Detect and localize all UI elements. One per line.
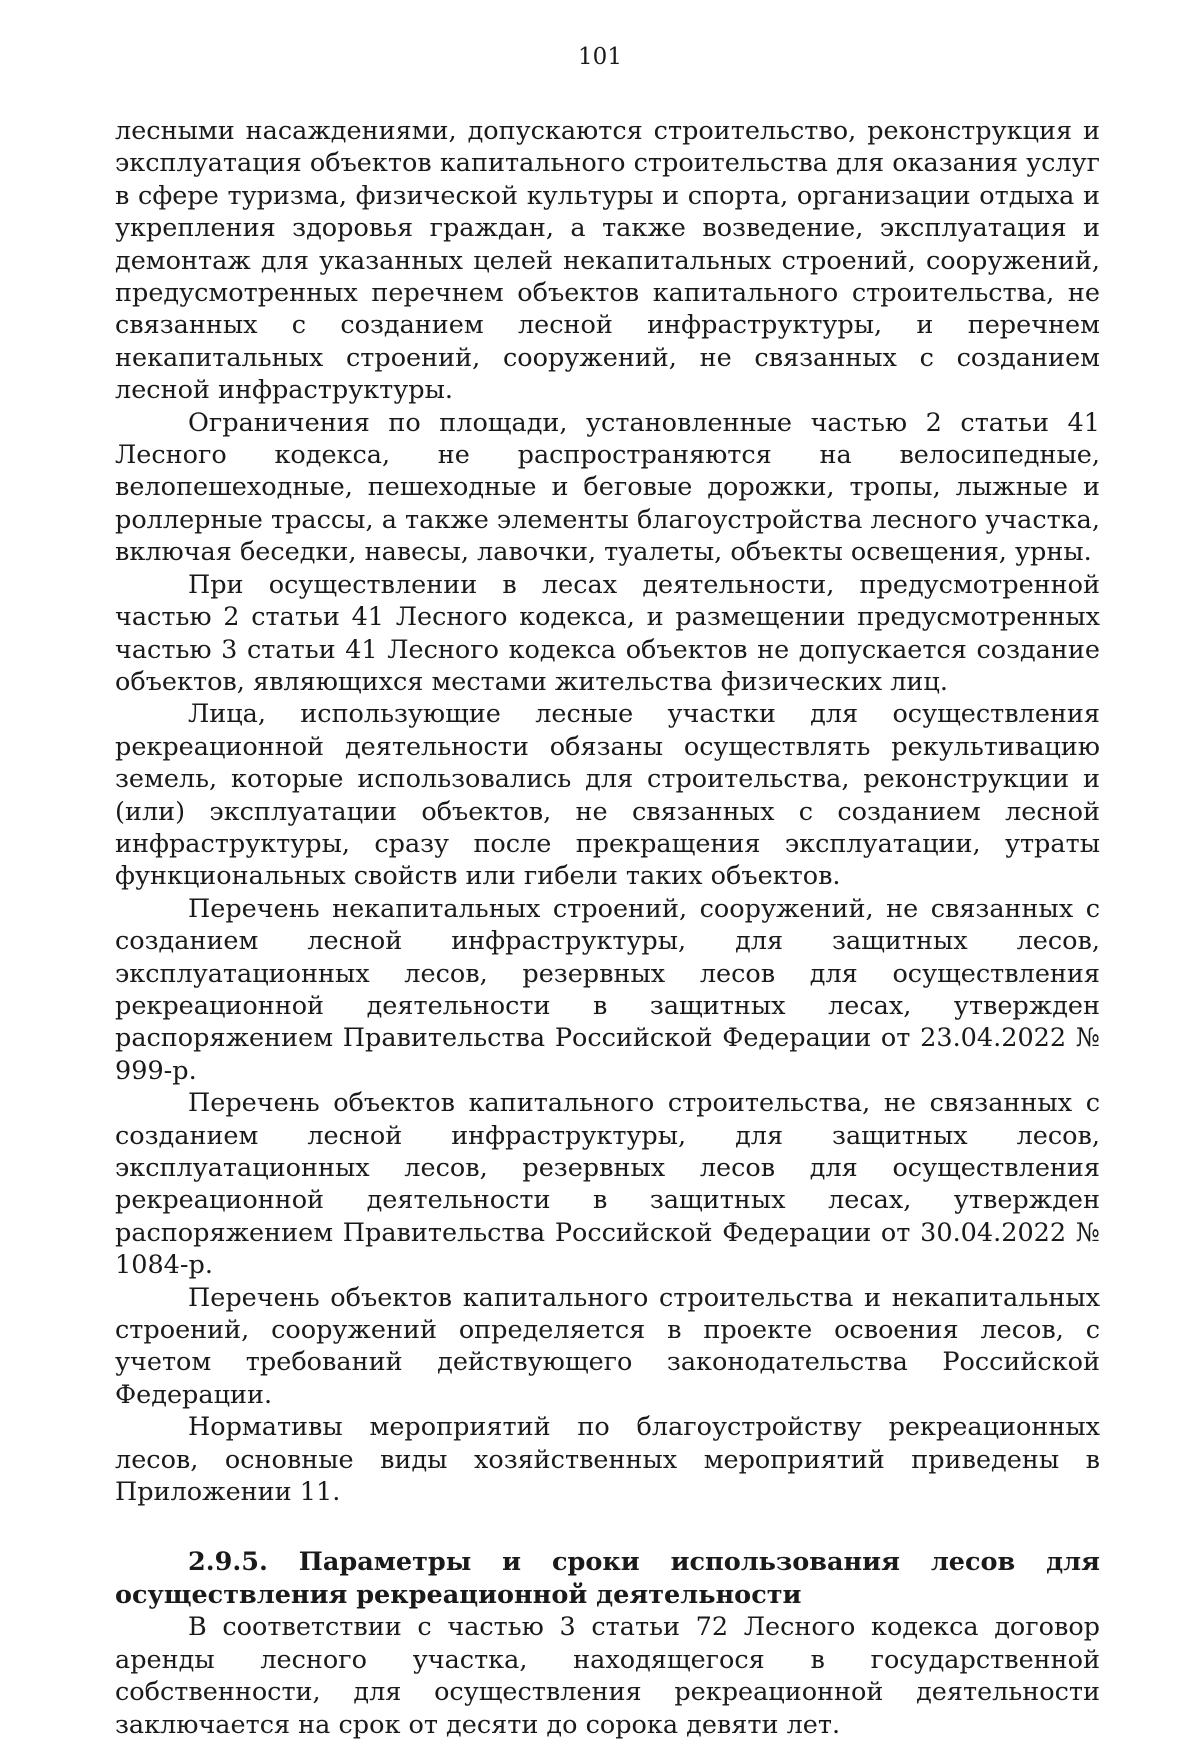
paragraph-lease-term: В соответствии с частью 3 статьи 72 Лесного кодекса договор аренды лесного участка, находящегося в государственной собственности, для осуществления рекреационной деятельности заключается на срок от десяти до сорока девяти лет. <box>115 1612 1100 1740</box>
paragraph-land-reclamation: Лица, использующие лесные участки для осуществления рекреационной деятельности обязаны осуществлять рекультивацию земель, которые использовались для строительства, реконструкции и (или) эксплуатации объектов, не связанных с созданием лесной инфраструктуры, сразу после прекращения эксплуатации, утраты функциональных свойств или гибели таких объектов. <box>115 699 1100 892</box>
page-number: 101 <box>578 44 622 70</box>
paragraph-area-restrictions: Ограничения по площади, установленные частью 2 статьи 41 Лесного кодекса, не распространяются на велосипедные, велопешеходные, пешеходные и беговые дорожки, тропы, лыжные и роллерные трассы, а также элементы благоустройства лесного участка, включая беседки, навесы, лавочки, туалеты, объекты освещения, урны. <box>115 407 1100 568</box>
paragraph-continuation: лесными насаждениями, допускаются строительство, реконструкция и эксплуатация объектов капитального строительства для оказания услуг в сфере туризма, физической культуры и спорта, организации отдыха и укрепления здоровья граждан, а также возведение, эксплуатация и демонтаж для указанных целей некапитальных строений, сооружений, предусмотренных перечнем объектов капитального строительства, не связанных с созданием лесной инфраструктуры, и перечнем некапитальных строений, сооружений, не связанных с созданием лесной инфраструктуры. <box>115 116 1100 406</box>
document-body <box>115 115 1100 1741</box>
paragraph-development-project: Перечень объектов капитального строительства и некапитальных строений, сооружений определяется в проекте освоения лесов, с учетом требований действующего законодательства Российской Федерации. <box>115 1282 1100 1410</box>
paragraph-residence-prohibition: При осуществлении в лесах деятельности, предусмотренной частью 2 статьи 41 Лесного кодекса, и размещении предусмотренных частью 3 статьи 41 Лесного кодекса объектов не допускается создание объектов, являющихся местами жительства физических лиц. <box>115 569 1100 697</box>
paragraph-capital-list: Перечень объектов капитального строительства, не связанных с созданием лесной инфраструктуры, для защитных лесов, эксплуатационных лесов, резервных лесов для осуществления рекреационной деятельности в защитных лесах, утвержден распоряжением Правительства Российской Федерации от 30.04.2022 № 1084-р. <box>115 1088 1100 1281</box>
paragraph-improvement-norms: Нормативы мероприятий по благоустройству рекреационных лесов, основные виды хозяйственных мероприятий приведены в Приложении 11. <box>115 1412 1100 1508</box>
paragraph-noncapital-list: Перечень некапитальных строений, сооружений, не связанных с созданием лесной инфраструктуры, для защитных лесов, эксплуатационных лесов, резервных лесов для осуществления рекреационной деятельности в защитных лесах, утвержден распоряжением Правительства Российской Федерации от 23.04.2022 № 999-р. <box>115 893 1100 1086</box>
section-heading: 2.9.5. Параметры и сроки использования лесов для осуществления рекреационной деятельности <box>115 1547 1100 1610</box>
